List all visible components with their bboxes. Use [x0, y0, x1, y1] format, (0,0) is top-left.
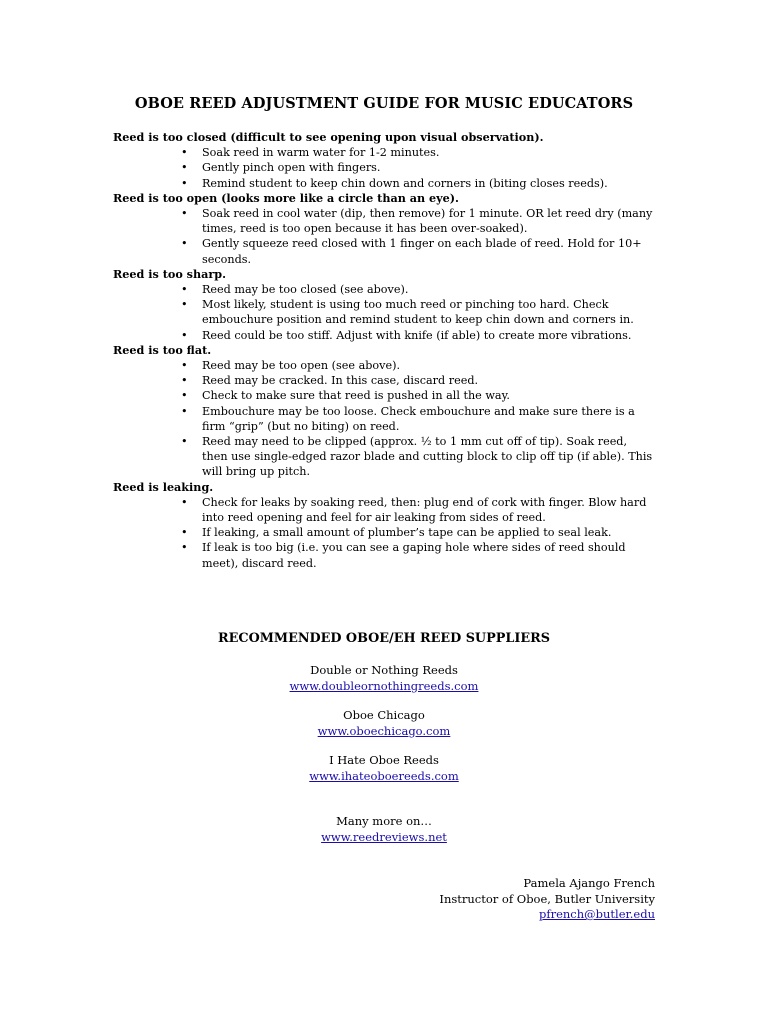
- supplier-name: Many more on…: [336, 814, 432, 828]
- bullet-icon: •: [181, 389, 188, 403]
- list-item: [113, 236, 654, 266]
- bullet-icon: •: [181, 176, 188, 190]
- bullet-icon: •: [181, 374, 188, 388]
- list-item: [113, 358, 654, 373]
- issue-section: [113, 267, 673, 343]
- list-item-text: Gently squeeze reed closed with 1 finger on each blade of reed. Hold for 10+ seconds.: [202, 237, 642, 266]
- supplier-entry: [0, 753, 768, 784]
- bullet-icon: •: [181, 146, 188, 160]
- list-item: [113, 434, 654, 480]
- bullet-icon: •: [181, 404, 188, 418]
- bullet-list: [113, 145, 673, 191]
- bullet-icon: •: [181, 161, 188, 175]
- list-item-text: Reed could be too stiff. Adjust with knife (if able) to create more vibrations.: [202, 328, 632, 342]
- list-item-text: Reed may be cracked. In this case, discard reed.: [202, 374, 479, 388]
- list-item-text: Most likely, student is using too much reed or pinching too hard. Check embouchure position and remind student to keep chin down and corners in.: [202, 298, 634, 327]
- list-item: [113, 145, 654, 160]
- list-item: [113, 495, 654, 525]
- list-item: [113, 404, 654, 434]
- bullet-icon: •: [181, 359, 188, 373]
- issue-section: [113, 130, 673, 191]
- bullet-list: [113, 495, 673, 571]
- list-item: [113, 160, 654, 175]
- supplier-name: I Hate Oboe Reeds: [329, 753, 439, 767]
- supplier-link[interactable]: www.oboechicago.com: [317, 723, 451, 738]
- issue-list: [113, 130, 673, 571]
- bullet-icon: •: [181, 435, 188, 449]
- contact-name: Pamela Ajango French: [523, 876, 655, 890]
- contact-block: [439, 876, 655, 923]
- issue-section: [113, 480, 673, 571]
- list-item-text: Gently pinch open with fingers.: [202, 161, 381, 175]
- bullet-list: [113, 282, 673, 343]
- bullet-icon: •: [181, 328, 188, 342]
- list-item-text: Check for leaks by soaking reed, then: plug end of cork with finger. Blow hard into reed opening and feel for air leaking from sides of reed.: [202, 495, 647, 525]
- list-item-text: Reed may need to be clipped (approx. ½ to 1 mm cut off of tip). Soak reed, then use single-edged razor blade and cutting block to clip off tip (if able). This will bring up pitch.: [202, 435, 653, 479]
- supplier-link[interactable]: www.doubleornothingreeds.com: [289, 678, 479, 693]
- bullet-icon: •: [181, 526, 188, 540]
- bullet-icon: •: [181, 495, 188, 509]
- bullet-list: [113, 358, 673, 480]
- supplier-entry: [0, 814, 768, 845]
- bullet-icon: •: [181, 237, 188, 251]
- list-item: [113, 176, 654, 191]
- supplier-entry: [0, 708, 768, 739]
- bullet-icon: •: [181, 283, 188, 297]
- list-item: [113, 206, 654, 236]
- list-item-text: Check to make sure that reed is pushed in all the way.: [202, 389, 510, 403]
- document-title: OBOE REED ADJUSTMENT GUIDE FOR MUSIC EDUCATORS: [134, 95, 634, 112]
- issue-heading: Reed is too closed (difficult to see opening upon visual observation).: [113, 130, 544, 144]
- contact-email-link[interactable]: pfrench@butler.edu: [538, 907, 655, 921]
- issue-section: [113, 343, 673, 480]
- list-item-text: Remind student to keep chin down and corners in (biting closes reeds).: [202, 176, 608, 190]
- list-item-text: If leaking, a small amount of plumber’s tape can be applied to seal leak.: [202, 526, 612, 540]
- suppliers-title: RECOMMENDED OBOE/EH REED SUPPLIERS: [218, 631, 550, 646]
- list-item: [113, 525, 654, 540]
- list-item: [113, 373, 654, 388]
- list-item: [113, 328, 654, 343]
- issue-section: [113, 191, 673, 267]
- list-item: [113, 297, 654, 327]
- supplier-entry: [0, 663, 768, 694]
- issue-heading: Reed is leaking.: [113, 479, 214, 494]
- contact-role: Instructor of Oboe, Butler University: [439, 891, 655, 906]
- list-item-text: Reed may be too open (see above).: [202, 359, 401, 373]
- supplier-name: Double or Nothing Reeds: [310, 663, 458, 677]
- list-item: [113, 540, 654, 570]
- bullet-icon: •: [181, 541, 188, 555]
- supplier-link[interactable]: www.reedreviews.net: [321, 829, 447, 844]
- issue-heading: Reed is too sharp.: [113, 266, 226, 281]
- list-item-text: Soak reed in warm water for 1-2 minutes.: [202, 146, 440, 160]
- list-item-text: Reed may be too closed (see above).: [202, 283, 409, 297]
- supplier-link[interactable]: www.ihateoboereeds.com: [309, 768, 459, 783]
- list-item-text: If leak is too big (i.e. you can see a gaping hole where sides of reed should meet), discard reed.: [202, 541, 626, 570]
- supplier-name: Oboe Chicago: [343, 708, 425, 722]
- list-item-text: Embouchure may be too loose. Check embouchure and make sure there is a firm “grip” (but no biting) on reed.: [202, 404, 635, 433]
- issue-heading: Reed is too open (looks more like a circle than an eye).: [113, 190, 459, 205]
- list-item-text: Soak reed in cool water (dip, then remove) for 1 minute. OR let reed dry (many times, reed is too open because it has been over-soaked).: [202, 207, 653, 236]
- bullet-icon: •: [181, 207, 188, 221]
- list-item: [113, 388, 654, 403]
- bullet-list: [113, 206, 673, 267]
- list-item: [113, 282, 654, 297]
- bullet-icon: •: [181, 298, 188, 312]
- issue-heading: Reed is too flat.: [113, 342, 212, 357]
